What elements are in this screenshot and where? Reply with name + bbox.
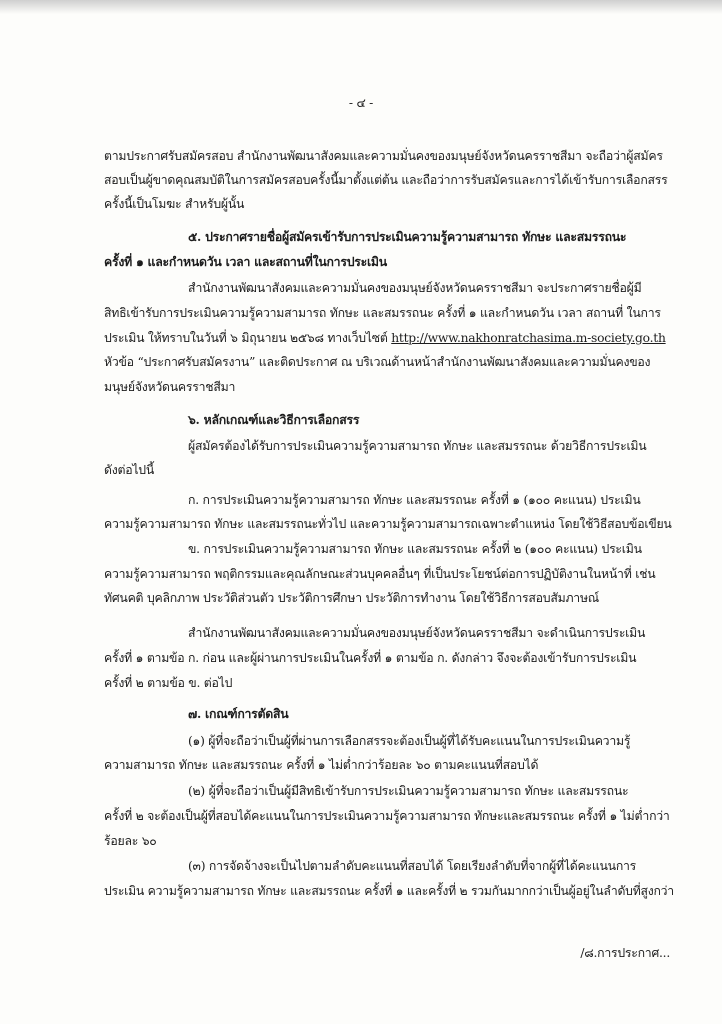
paragraph-line: (๓) การจัดจ้างจะเป็นไปตามลำดับคะแนนที่สอบได้ โดยเรียงลำดับที่จากผู้ที่ได้คะแนนการ <box>188 859 637 873</box>
website-link[interactable]: http://www.nakhonratchasima.m-society.go.th <box>391 331 666 345</box>
paragraph-line: ครั้งที่ ๒ จะต้องเป็นผู้ที่สอบได้คะแนนในการประเมินความรู้ความสามารถ ทักษะและสมรรถนะ ครั้งที่ ๑ ไม่ต่ำกว่า <box>104 809 670 823</box>
paragraph-line: ก. การประเมินความรู้ความสามารถ ทักษะ และสมรรถนะ ครั้งที่ ๑ (๑๐๐ คะแนน) ประเมิน <box>188 493 641 507</box>
page-number: - ๔ - <box>348 96 374 110</box>
paragraph-line <box>104 330 666 346</box>
paragraph-line: ร้อยละ ๖๐ <box>104 834 157 848</box>
paragraph-line: สิทธิเข้ารับการประเมินความรู้ความสามารถ ทักษะ และสมรรถนะ ครั้งที่ ๑ และกำหนดวัน เวลา สถานที่ ในการ <box>104 306 661 320</box>
paragraph-line: สำนักงานพัฒนาสังคมและความมั่นคงของมนุษย์จังหวัดนครราชสีมา จะดำเนินการประเมิน <box>188 626 646 640</box>
paragraph-line: (๒) ผู้ที่จะถือว่าเป็นผู้มีสิทธิเข้ารับการประเมินความรู้ความสามารถ ทักษะ และสมรรถนะ <box>188 784 629 798</box>
paragraph-line: ความรู้ความสามารถ พฤติกรรมและคุณลักษณะส่วนบุคคลอื่นๆ ที่เป็นประโยชน์ต่อการปฏิบัติงานในหน้าที่ เช่น <box>104 567 656 581</box>
paragraph-line: มนุษย์จังหวัดนครราชสีมา <box>104 380 236 394</box>
paragraph-line: ความรู้ความสามารถ ทักษะ และสมรรถนะทั่วไป และความรู้ความสามารถเฉพาะตำแหน่ง โดยใช้วิธีสอบข้อเขียน <box>104 517 672 531</box>
section-5-heading: ๕. ประกาศรายชื่อผู้สมัครเข้ารับการประเมินความรู้ความสามารถ ทักษะ และสมรรถนะ <box>188 229 627 244</box>
section-7-heading: ๗. เกณฑ์การตัดสิน <box>188 706 289 721</box>
website-text: ประเมิน ให้ทราบในวันที่ ๖ มิถุนายน ๒๕๖๘ ทางเว็บไซต์ <box>104 331 388 345</box>
paragraph-line: ดังต่อไปนี้ <box>104 463 155 477</box>
paragraph-line: ความสามารถ ทักษะ และสมรรถนะ ครั้งที่ ๑ ไม่ต่ำกว่าร้อยละ ๖๐ ตามคะแนนที่สอบได้ <box>104 758 539 772</box>
section-6-heading: ๖. หลักเกณฑ์และวิธีการเลือกสรร <box>188 412 360 427</box>
paragraph-line: หัวข้อ “ประกาศรับสมัครงาน” และติดประกาศ ณ บริเวณด้านหน้าสำนักงานพัฒนาสังคมและความมั่นคงของ <box>104 355 651 369</box>
continuation-note: /๘.การประกาศ... <box>580 946 670 960</box>
paragraph-line: สำนักงานพัฒนาสังคมและความมั่นคงของมนุษย์จังหวัดนครราชสีมา จะประกาศรายชื่อผู้มี <box>188 281 642 295</box>
paragraph-line: ครั้งนี้เป็นโมฆะ สำหรับผู้นั้น <box>104 197 245 211</box>
paragraph-line: ตามประกาศรับสมัครสอบ สำนักงานพัฒนาสังคมและความมั่นคงของมนุษย์จังหวัดนครราชสีมา จะถือว่าผู้สมัคร <box>104 149 663 163</box>
paragraph-line: ข. การประเมินความรู้ความสามารถ ทักษะ และสมรรถนะ ครั้งที่ ๒ (๑๐๐ คะแนน) ประเมิน <box>188 542 642 556</box>
paragraph-line: ผู้สมัครต้องได้รับการประเมินความรู้ความสามารถ ทักษะ และสมรรถนะ ด้วยวิธีการประเมิน <box>188 439 647 453</box>
paragraph-line: ประเมิน ความรู้ความสามารถ ทักษะ และสมรรถนะ ครั้งที่ ๑ และครั้งที่ ๒ รวมกันมากกว่าเป็นผู้อยู่ในลำดับที่สูงกว่า <box>104 884 674 898</box>
paragraph-line: สอบเป็นผู้ขาดคุณสมบัติในการสมัครสอบครั้งนี้มาตั้งแต่ต้น และถือว่าการรับสมัครและการได้เข้ารับการเลือกสรร <box>104 173 668 187</box>
paragraph-line: (๑) ผู้ที่จะถือว่าเป็นผู้ที่ผ่านการเลือกสรรจะต้องเป็นผู้ที่ได้รับคะแนนในการประเมินความรู้ <box>188 734 631 748</box>
section-5-heading-cont: ครั้งที่ ๑ และกำหนดวัน เวลา และสถานที่ในการประเมิน <box>104 254 387 269</box>
paragraph-line: ครั้งที่ ๑ ตามข้อ ก. ก่อน และผู้ผ่านการประเมินในครั้งที่ ๑ ตามข้อ ก. ดังกล่าว จึงจะต้องเข้ารับการประเมิน <box>104 651 637 665</box>
paragraph-line: ครั้งที่ ๒ ตามข้อ ข. ต่อไป <box>104 676 233 690</box>
paragraph-line: ทัศนคติ บุคลิกภาพ ประวัติส่วนตัว ประวัติการศึกษา ประวัติการทำงาน โดยใช้วิธีการสอบสัมภาษณ์ <box>104 591 599 605</box>
